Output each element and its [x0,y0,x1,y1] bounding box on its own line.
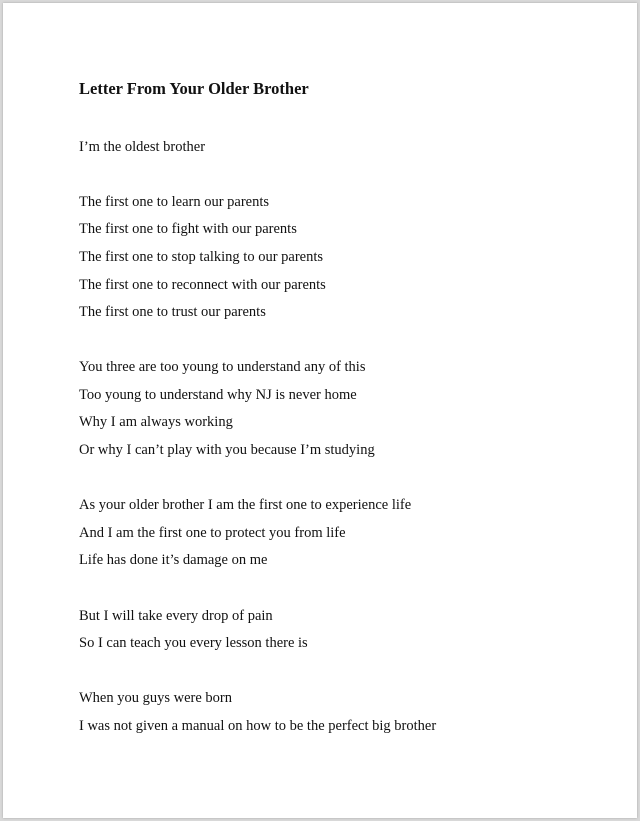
poem-line: The first one to learn our parents [79,194,270,210]
document-page [3,3,637,818]
poem-line: Why I am always working [79,414,233,430]
poem-line: So I can teach you every lesson there is [79,635,308,651]
poem-line: As your older brother I am the first one to experience life [79,497,412,513]
poem-line: And I am the first one to protect you from life [79,525,346,541]
poem-line: I was not given a manual on how to be the perfect big brother [79,718,437,734]
poem-line: Life has done it’s damage on me [79,552,268,568]
poem-line: Or why I can’t play with you because I’m studying [79,442,375,458]
poem-line: I’m the oldest brother [79,139,206,155]
poem-line: The first one to fight with our parents [79,221,297,237]
poem-line: The first one to reconnect with our parents [79,277,326,293]
poem-line: Too young to understand why NJ is never home [79,387,357,403]
poem-line: The first one to stop talking to our parents [79,249,324,265]
poem-line: When you guys were born [79,690,233,706]
poem-line: The first one to trust our parents [79,304,266,320]
poem-line: But I will take every drop of pain [79,608,273,624]
poem-line: You three are too young to understand any of this [79,359,366,375]
document-title: Letter From Your Older Brother [79,79,309,98]
